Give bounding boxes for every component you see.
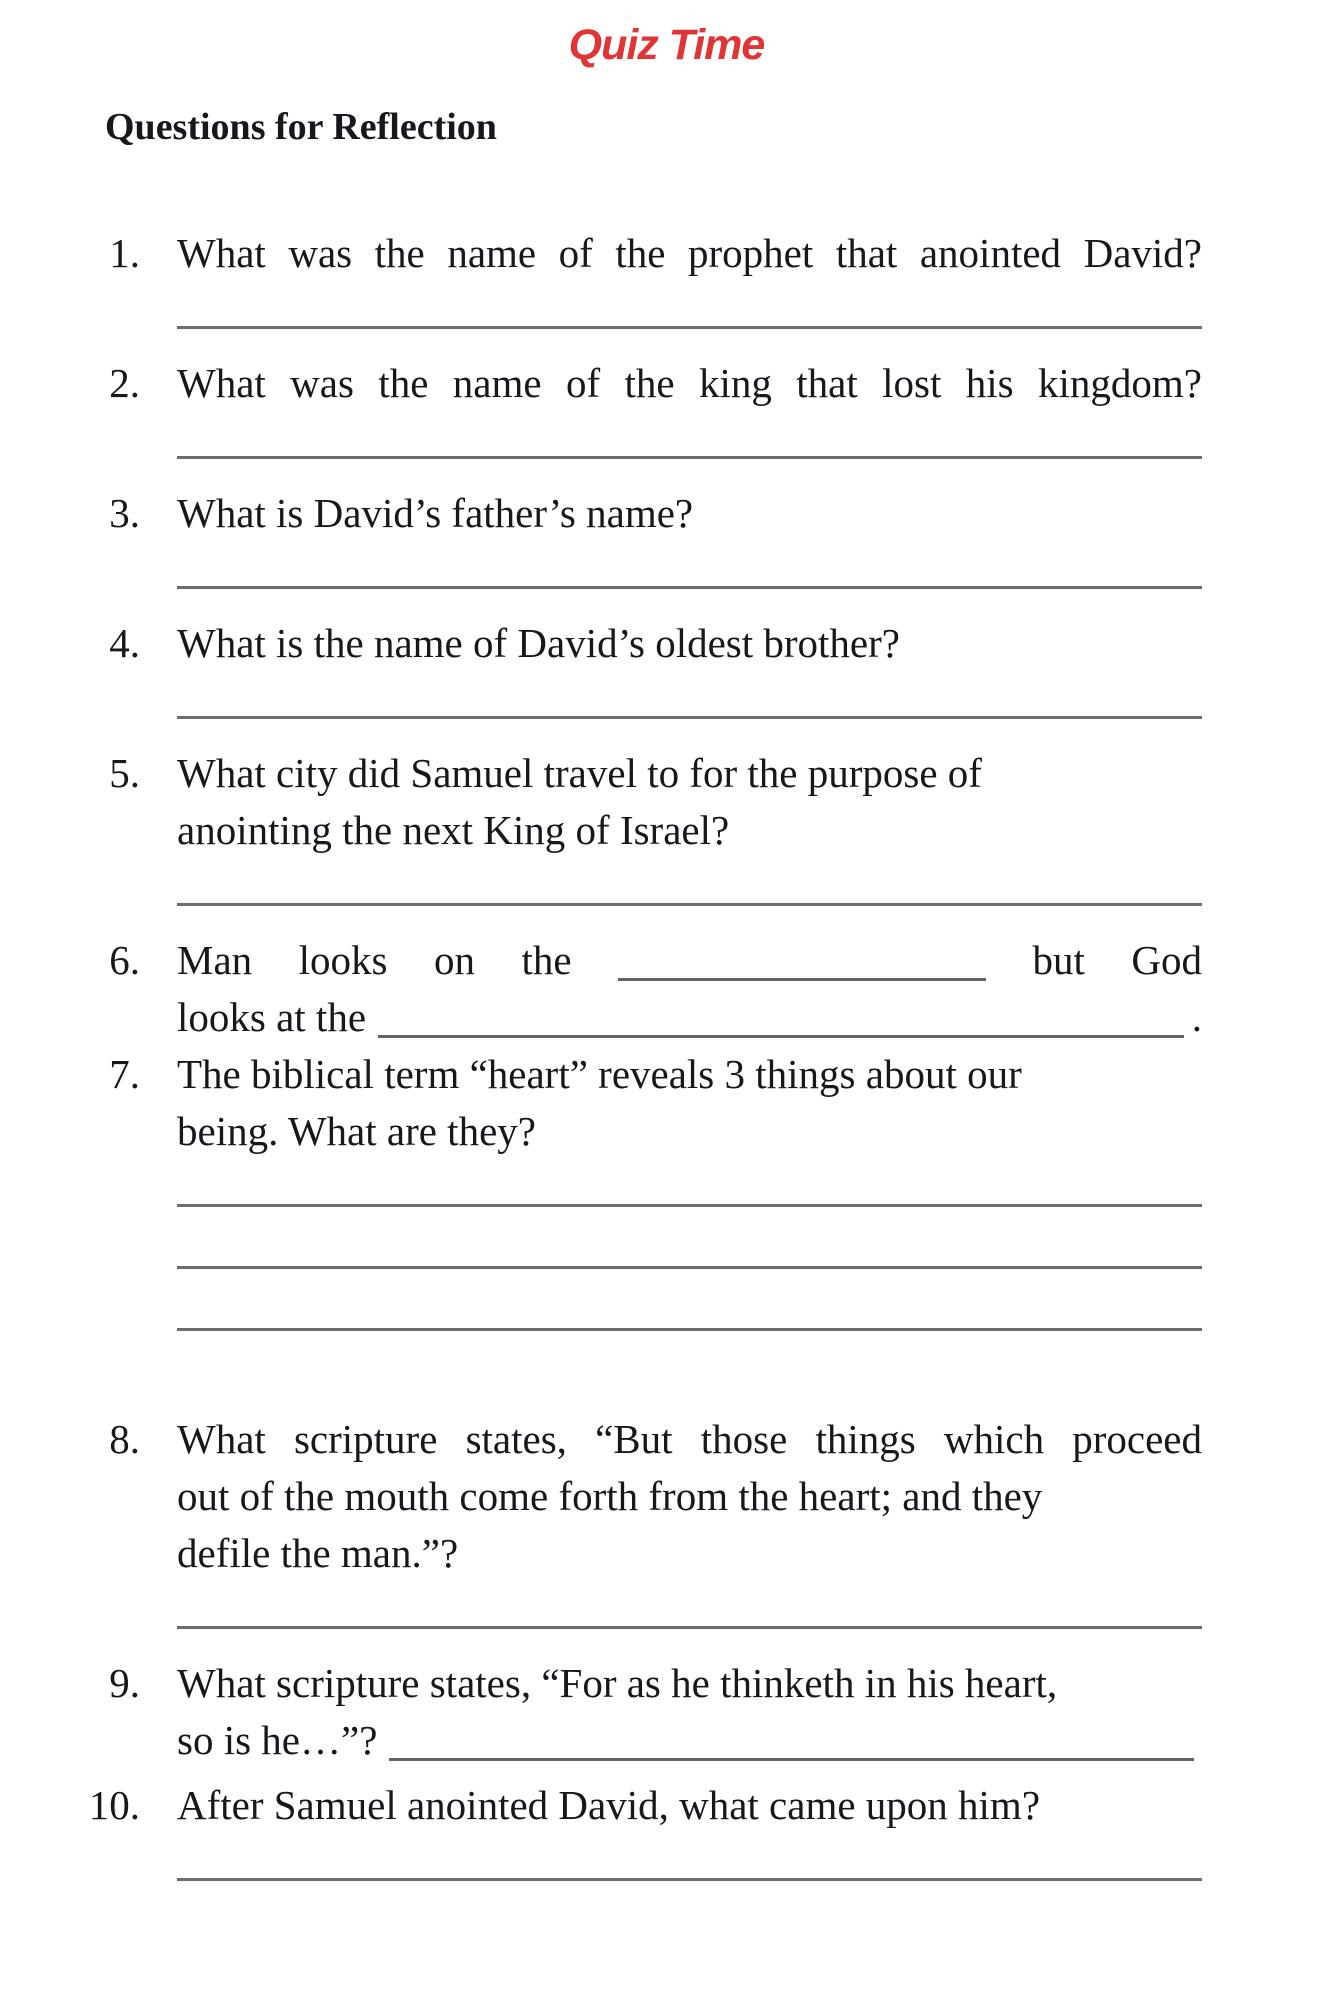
question-number: 7. [109, 1051, 140, 1097]
question-line [177, 1655, 1202, 1712]
question-line-text: so is he…”? [177, 1717, 378, 1763]
question-line [177, 1411, 1202, 1468]
question-line-text: Man looks on the [177, 937, 572, 983]
question-line [177, 989, 1202, 1046]
question-line-text: out of the mouth come forth from the heart; and they [177, 1473, 1043, 1519]
question-line [177, 1712, 1202, 1769]
question-line-text: What is the name of David’s oldest brother? [177, 620, 900, 666]
answer-blank-line[interactable] [177, 1266, 1202, 1269]
question-text [177, 1411, 1202, 1582]
question-item [88, 1046, 1202, 1160]
question-line [177, 355, 1202, 412]
question-line-text: What was the name of the prophet that anointed David? [177, 230, 1202, 276]
question-line [177, 1777, 1202, 1834]
question-number: 10. [88, 1782, 140, 1828]
question-line [177, 1525, 1202, 1582]
question-text [177, 355, 1202, 412]
question-number: 4. [109, 620, 140, 666]
question-text [177, 932, 1202, 1046]
question-line-text: anointing the next King of Israel? [177, 807, 730, 853]
question-line [177, 802, 1202, 859]
question-number: 9. [109, 1660, 140, 1706]
question-number: 5. [109, 750, 140, 796]
inline-answer-blank[interactable] [618, 974, 986, 981]
question-item [88, 615, 1202, 672]
answer-blank-line[interactable] [177, 456, 1202, 459]
question-item [88, 355, 1202, 412]
question-text [177, 485, 1202, 542]
question-line [177, 225, 1202, 282]
question-number: 6. [109, 937, 140, 983]
question-number: 1. [109, 230, 140, 276]
answer-blank-line[interactable] [177, 326, 1202, 329]
answer-blank-line[interactable] [177, 1328, 1202, 1331]
question-text [177, 615, 1202, 672]
inline-answer-blank[interactable] [378, 1035, 1184, 1038]
answer-blank-line[interactable] [177, 1204, 1202, 1207]
question-line [177, 1046, 1202, 1103]
question-number: 8. [109, 1416, 140, 1462]
question-line-text: . [1191, 994, 1202, 1040]
question-line [177, 615, 1202, 672]
question-item [88, 1655, 1202, 1769]
answer-blank-line[interactable] [177, 903, 1202, 906]
question-text [177, 745, 1202, 859]
question-item [88, 1777, 1202, 1834]
question-text [177, 1777, 1202, 1834]
question-line-text: After Samuel anointed David, what came upon him? [177, 1782, 1041, 1828]
question-text [177, 225, 1202, 282]
question-item [88, 1411, 1202, 1582]
question-line [177, 745, 1202, 802]
questions-list [88, 225, 1202, 1881]
question-text [177, 1655, 1202, 1769]
question-number: 2. [109, 360, 140, 406]
answer-blank-line[interactable] [177, 716, 1202, 719]
question-item [88, 485, 1202, 542]
question-text [177, 1046, 1202, 1160]
question-line-text: being. What are they? [177, 1108, 536, 1154]
question-line [177, 932, 1202, 989]
question-line [177, 1468, 1202, 1525]
question-line-text: What is David’s father’s name? [177, 490, 694, 536]
section-heading: Questions for Reflection [105, 106, 497, 148]
page-title: Quiz Time [568, 21, 765, 69]
question-number: 3. [109, 490, 140, 536]
question-line-text: What city did Samuel travel to for the purpose of [177, 750, 982, 796]
question-item [88, 225, 1202, 282]
question-item [88, 745, 1202, 859]
question-line-text: but God [1032, 937, 1202, 983]
answer-blank-line[interactable] [177, 586, 1202, 589]
answer-blank-line[interactable] [177, 1878, 1202, 1881]
question-line-text: What scripture states, “For as he thinketh in his heart, [177, 1660, 1058, 1706]
question-line-text: defile the man.”? [177, 1530, 459, 1576]
question-line-text: looks at the [177, 994, 367, 1040]
answer-blank-line[interactable] [177, 1626, 1202, 1629]
question-line-text: What scripture states, “But those things which proceed [177, 1416, 1202, 1462]
question-item [88, 932, 1202, 1046]
question-line [177, 1103, 1202, 1160]
question-line [177, 485, 1202, 542]
question-line-text: What was the name of the king that lost his kingdom? [177, 360, 1202, 406]
inline-answer-blank[interactable] [389, 1758, 1194, 1761]
question-line-text: The biblical term “heart” reveals 3 things about our [177, 1051, 1022, 1097]
